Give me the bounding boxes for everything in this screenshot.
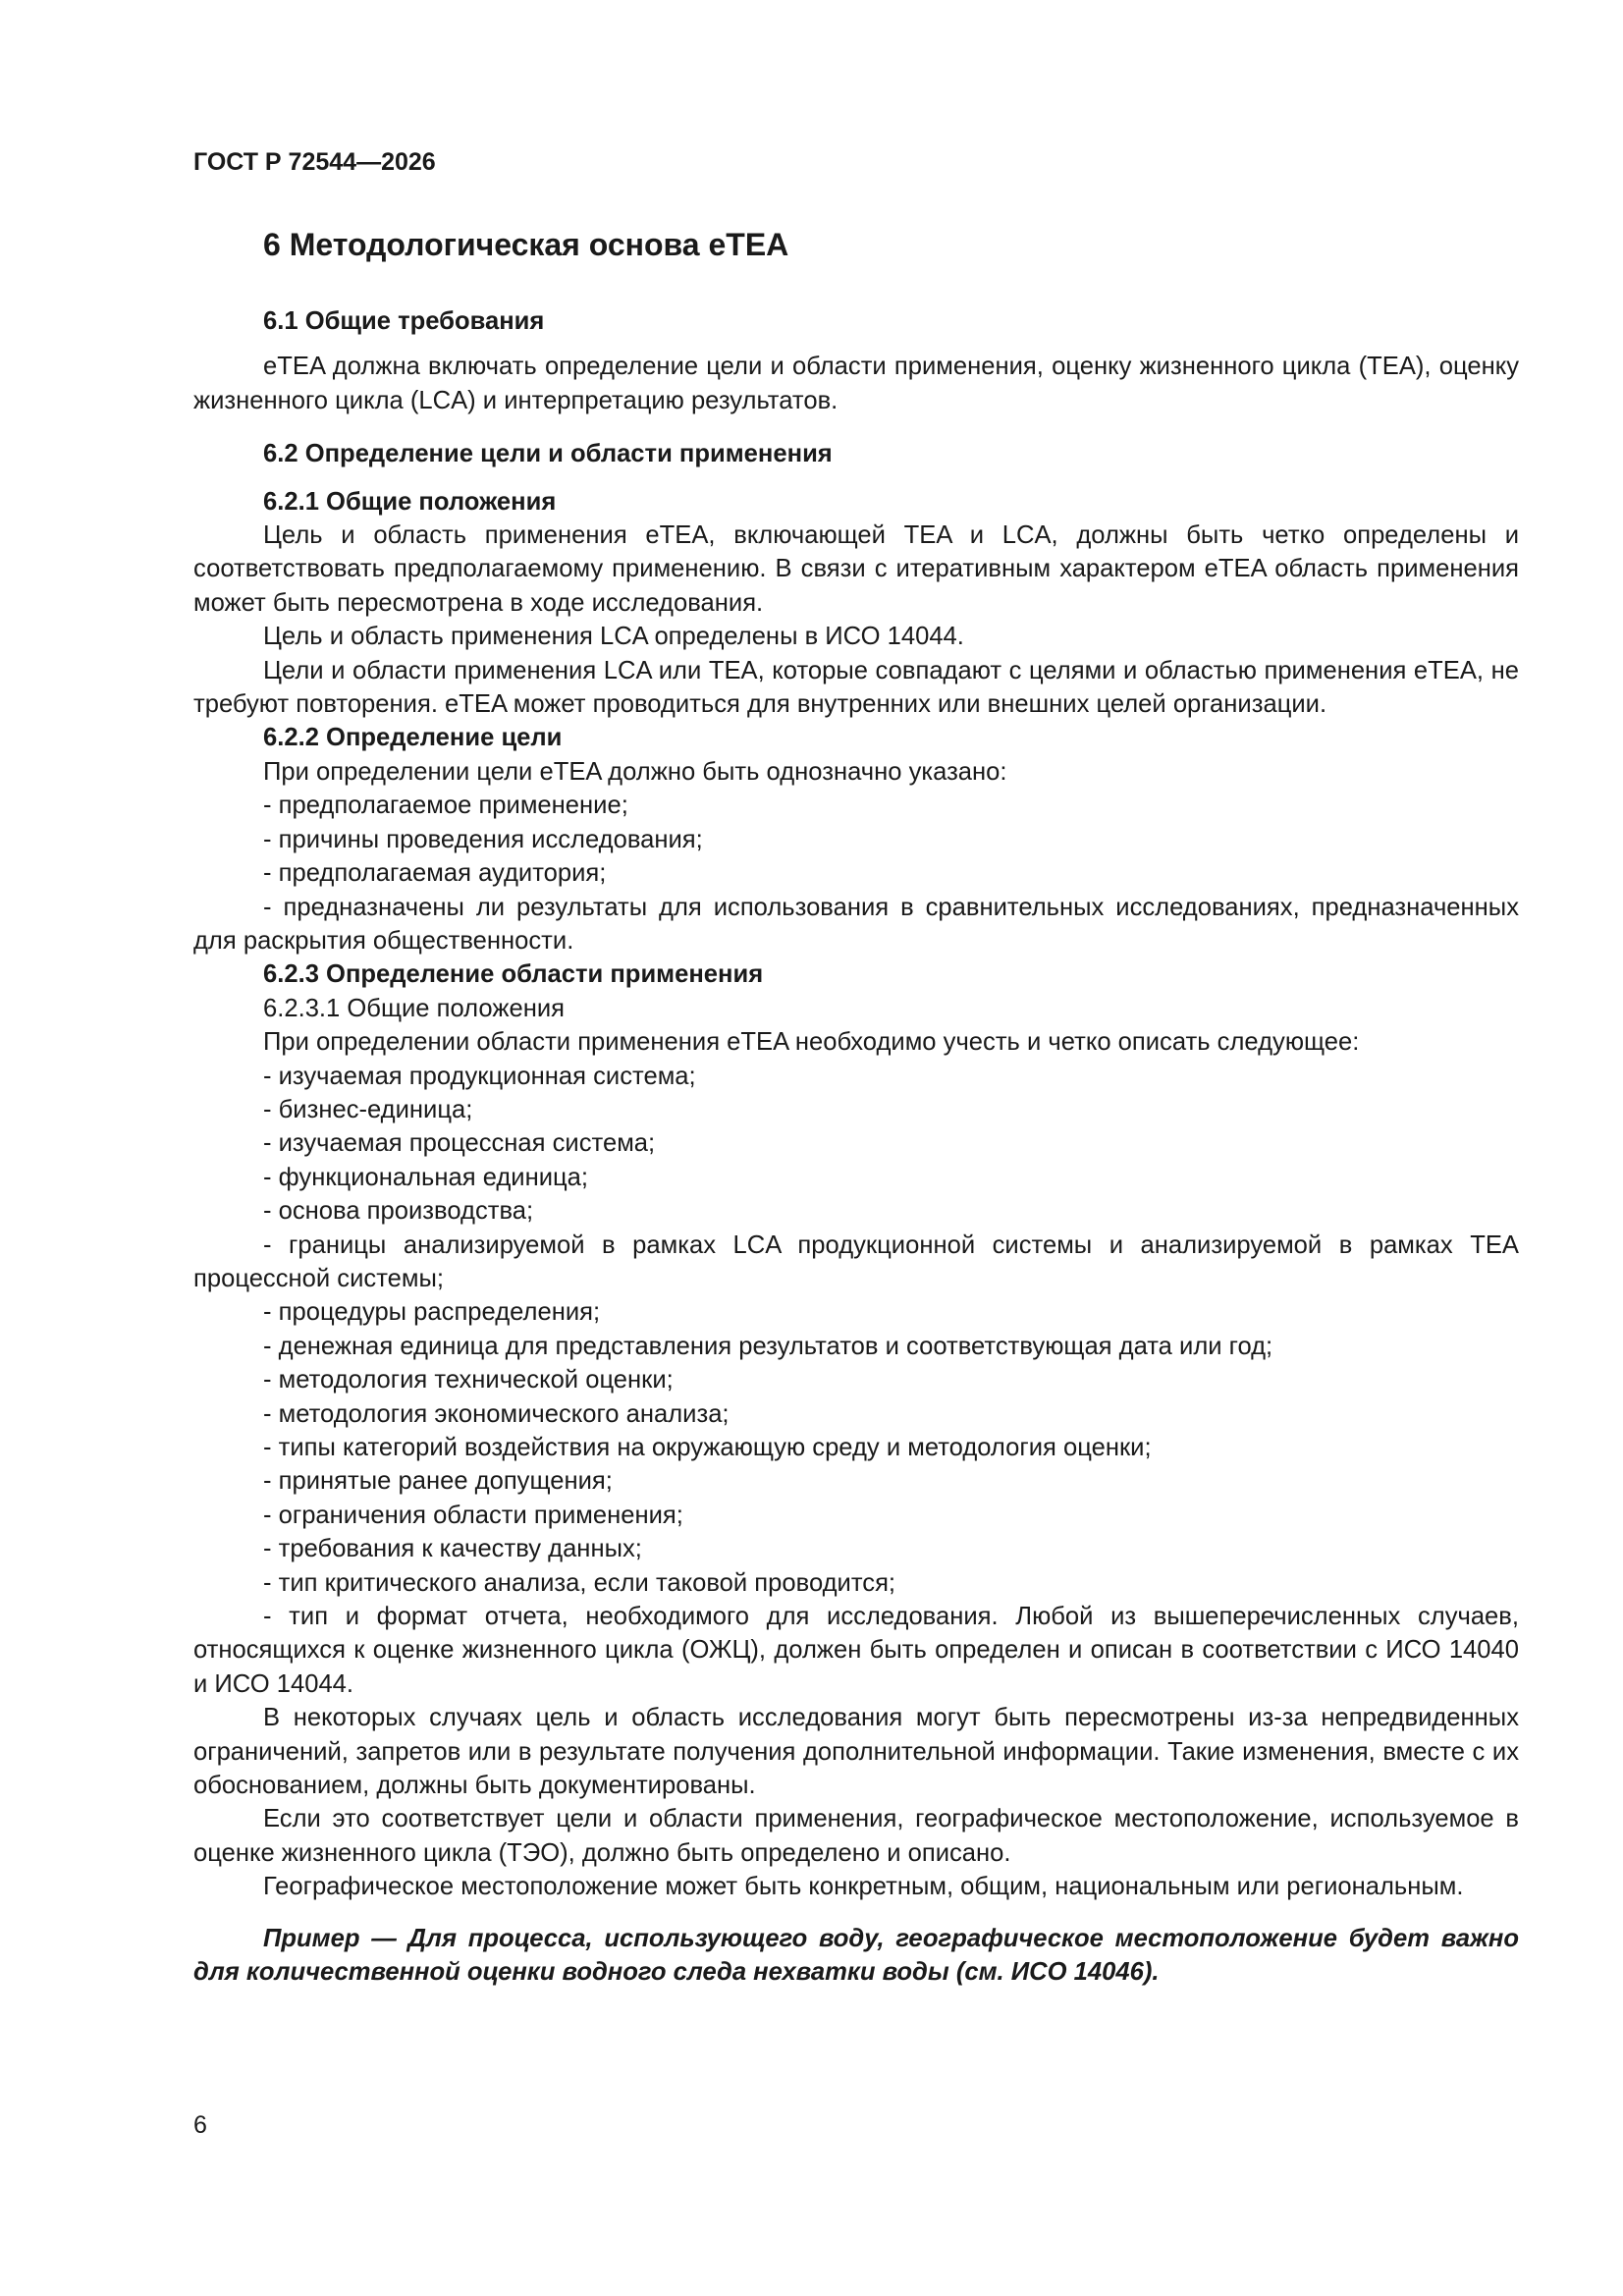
list-item: - границы анализируемой в рамках LCA продукционной системы и анализируемой в рамках TEA процессной системы; bbox=[193, 1230, 1519, 1292]
example-note: Пример — Для процесса, использующего воду, географическое местоположение будет важно для количественной оценки водного следа нехватки воды (см. ИСО 14046). bbox=[193, 1924, 1519, 1987]
subsection-heading-6-1: 6.1 Общие требования bbox=[263, 307, 545, 335]
paragraph: В некоторых случаях цель и область исследования могут быть пересмотрены из-за непредвиденных ограничений, запретов или в результате получения дополнительной информации. Такие изменения, вместе с их обоснованием, должны быть документированы. bbox=[193, 1704, 1519, 1800]
list-item: - типы категорий воздействия на окружающую среду и методология оценки; bbox=[263, 1434, 1152, 1461]
list-item: - бизнес-единица; bbox=[263, 1095, 473, 1123]
list-item: - предполагаемое применение; bbox=[263, 792, 628, 820]
subsection-heading-6-2: 6.2 Определение цели и области применения bbox=[263, 440, 833, 468]
list-item: - ограничения области применения; bbox=[263, 1501, 683, 1529]
document-body bbox=[193, 304, 1519, 1990]
subsection-heading-6-2-3-1: 6.2.3.1 Общие положения bbox=[263, 994, 565, 1022]
paragraph: eTEA должна включать определение цели и области применения, оценку жизненного цикла (TEA), оценку жизненного цикла (LCA) и интерпретацию результатов. bbox=[193, 353, 1519, 414]
list-item: - тип критического анализа, если таковой проводится; bbox=[263, 1568, 896, 1597]
list-item: - денежная единица для представления результатов и соответствующая дата или год; bbox=[263, 1332, 1273, 1360]
paragraph: При определении цели eTEA должно быть однозначно указано: bbox=[263, 757, 1007, 786]
section-title: 6 Методологическая основа eTEA bbox=[263, 227, 789, 262]
document-header: ГОСТ Р 72544—2026 bbox=[193, 148, 436, 176]
list-item: - функциональная единица; bbox=[263, 1163, 589, 1191]
paragraph: Цель и область применения LCA определены в ИСО 14044. bbox=[263, 623, 964, 651]
subsection-heading-6-2-1: 6.2.1 Общие положения bbox=[263, 487, 557, 516]
list-item: - предназначены ли результаты для использования в сравнительных исследованиях, предназначенных для раскрытия общественности. bbox=[193, 893, 1519, 955]
paragraph: При определении области применения eTEA необходимо учесть и четко описать следующее: bbox=[263, 1028, 1360, 1057]
list-item: - методология технической оценки; bbox=[263, 1366, 674, 1394]
subsection-heading-6-2-3: 6.2.3 Определение области применения bbox=[263, 960, 764, 989]
paragraph: Географическое местоположение может быть конкретным, общим, национальным или региональным. bbox=[263, 1873, 1464, 1901]
list-item: - изучаемая процессная система; bbox=[263, 1129, 656, 1158]
paragraph: Цели и области применения LCA или TEA, которые совпадают с целями и областью применения eTEA, не требуют повторения. eTEA может проводиться для внутренних или внешних целей организации. bbox=[193, 656, 1519, 719]
list-item: - тип и формат отчета, необходимого для исследования. Любой из вышеперечисленных случаев, относящихся к оценке жизненного цикла (ОЖЦ), должен быть определен и описан в соответствии с ИСО 14040 и ИСО 14044. bbox=[193, 1603, 1519, 1698]
list-item: - предполагаемая аудитория; bbox=[263, 859, 607, 888]
list-item: - изучаемая продукционная система; bbox=[263, 1062, 696, 1090]
list-item: - основа производства; bbox=[263, 1197, 534, 1226]
subsection-heading-6-2-2: 6.2.2 Определение цели bbox=[263, 724, 563, 752]
paragraph: Цель и область применения eTEA, включающей TEA и LCA, должны быть четко определены и соответствовать предполагаемому применению. В связи с итеративным характером eTEA область применения может быть пересмотрена в ходе исследования. bbox=[193, 521, 1519, 617]
list-item: - причины проведения исследования; bbox=[263, 825, 703, 853]
list-item: - процедуры распределения; bbox=[263, 1298, 601, 1327]
page-number: 6 bbox=[193, 2111, 207, 2139]
list-item: - принятые ранее допущения; bbox=[263, 1467, 613, 1496]
list-item: - требования к качеству данных; bbox=[263, 1535, 642, 1563]
list-item: - методология экономического анализа; bbox=[263, 1399, 730, 1428]
paragraph: Если это соответствует цели и области применения, географическое местоположение, используемое в оценке жизненного цикла (ТЭО), должно быть определено и описано. bbox=[193, 1805, 1519, 1867]
